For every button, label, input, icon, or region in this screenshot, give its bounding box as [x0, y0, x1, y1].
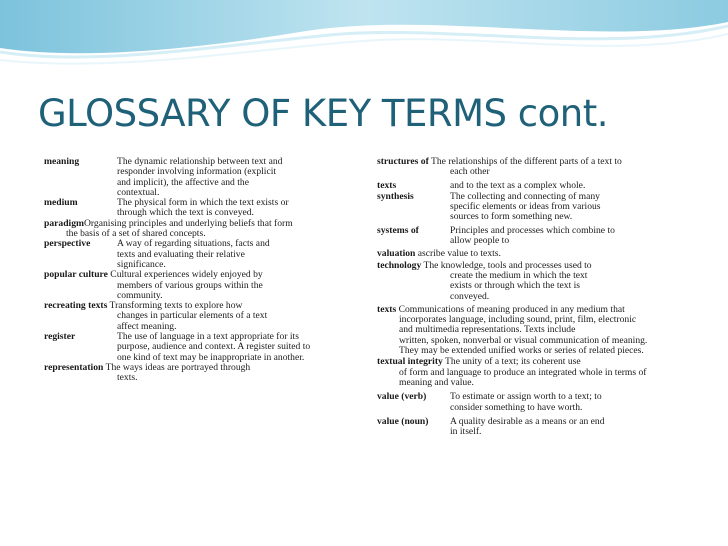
definition-line: They may be extended unified works or series of related pieces.	[399, 345, 644, 357]
definition-line: The relationships of the different parts of a text to	[431, 156, 622, 167]
definition-line: responder involving information (explicit	[117, 166, 277, 178]
definition-line: written, spoken, nonverbal or visual communication of meaning.	[399, 334, 648, 346]
glossary-term: recreating texts	[44, 300, 108, 312]
definition-line: conveyed.	[450, 290, 490, 302]
definition-line: community.	[117, 289, 163, 301]
definition-line: allow people to	[450, 235, 510, 247]
glossary-entry	[44, 198, 344, 219]
definition-line: incorporates language, including sound, print, film, electronic	[399, 314, 637, 326]
glossary-entry	[377, 392, 687, 413]
glossary-entry	[44, 157, 344, 198]
slide-title: GLOSSARY OF KEY TERMS cont.	[38, 92, 608, 135]
definition-line: ascribe value to texts.	[417, 248, 501, 260]
glossary-entry	[44, 363, 344, 384]
glossary-term: representation	[44, 361, 104, 373]
definition-line: create the medium in which the text	[450, 269, 588, 281]
definition-line: Organising principles and underlying beliefs that form	[83, 217, 293, 229]
glossary-entry	[44, 301, 344, 332]
glossary-term: popular culture	[44, 269, 108, 281]
definition-line: members of various groups within the	[117, 279, 263, 291]
definition-line: A way of regarding situations, facts and	[117, 238, 270, 250]
header-wave-decoration	[0, 0, 728, 90]
definition-line: of form and language to produce an integrated whole in terms of	[399, 366, 647, 378]
definition-line: The unity of a text; its coherent use	[445, 356, 581, 368]
glossary-entry	[377, 226, 687, 247]
definition-line: The use of language in a text appropriate for its	[117, 331, 299, 343]
glossary-term: perspective	[44, 238, 91, 250]
glossary-entry	[377, 417, 687, 438]
glossary-term: meaning	[44, 156, 80, 167]
glossary-term: texts	[377, 179, 397, 191]
glossary-entry	[44, 239, 344, 270]
definition-line: contextual.	[117, 186, 160, 198]
glossary-term: value (verb)	[377, 391, 427, 403]
glossary-term: value (noun)	[377, 415, 429, 427]
glossary-entry	[377, 305, 687, 356]
glossary-entry	[44, 332, 344, 363]
glossary-term: structures of	[377, 156, 429, 167]
definition-line: through which the text is conveyed.	[117, 207, 254, 219]
glossary-entry	[377, 181, 687, 191]
definition-line: one kind of text may be inappropriate in another.	[117, 351, 305, 363]
definition-line: The physical form in which the text exists or	[117, 197, 289, 209]
glossary-entry	[44, 270, 344, 301]
glossary-term: medium	[44, 197, 78, 209]
definition-line: Principles and processes which combine to	[450, 224, 615, 236]
glossary-left-column	[44, 157, 344, 384]
definition-line: Communications of meaning produced in any medium that	[398, 303, 625, 315]
definition-line: each other	[450, 166, 490, 178]
glossary-term: paradigm	[44, 217, 84, 229]
glossary-entry	[377, 249, 687, 259]
definition-line: and implicit), the affective and the	[117, 176, 249, 188]
glossary-term: register	[44, 331, 76, 343]
definition-line: texts and evaluating their relative	[117, 248, 245, 260]
glossary-entry	[377, 357, 687, 388]
definition-line: The collecting and connecting of many	[450, 190, 600, 202]
definition-line: significance.	[117, 258, 166, 270]
definition-line: A quality desirable as a means or an end	[450, 415, 605, 427]
glossary-entry	[377, 192, 687, 223]
definition-line: the basis of a set of shared concepts.	[66, 228, 206, 240]
definition-line: and to the text as a complex whole.	[450, 179, 586, 191]
definition-line: consider something to have worth.	[450, 401, 583, 413]
definition-line: The ways ideas are portrayed through	[105, 361, 251, 373]
definition-line: purpose, audience and context. A register suited to	[117, 341, 311, 353]
definition-line: To estimate or assign worth to a text; to	[450, 391, 602, 403]
definition-line: meaning and value.	[399, 376, 474, 388]
definition-line: The knowledge, tools and processes used to	[423, 259, 592, 271]
glossary-entry	[377, 261, 687, 302]
definition-line: The dynamic relationship between text and	[117, 156, 283, 167]
glossary-entry	[44, 219, 344, 240]
glossary-right-column	[377, 157, 687, 437]
glossary-term: textual integrity	[377, 356, 443, 368]
glossary-term: technology	[377, 259, 422, 271]
definition-line: affect meaning.	[117, 320, 177, 332]
definition-line: specific elements or ideas from various	[450, 201, 601, 213]
definition-line: changes in particular elements of a text	[117, 310, 268, 322]
definition-line: texts.	[117, 372, 138, 384]
glossary-term: texts	[377, 303, 397, 315]
definition-line: Transforming texts to explore how	[109, 300, 243, 312]
glossary-term: valuation	[377, 248, 416, 260]
definition-line: sources to form something new.	[450, 211, 573, 223]
glossary-entry	[377, 157, 687, 178]
definition-line: Cultural experiences widely enjoyed by	[110, 269, 263, 281]
definition-line: and multimedia representations. Texts include	[399, 324, 576, 336]
glossary-term: synthesis	[377, 190, 414, 202]
definition-line: in itself.	[450, 426, 482, 438]
definition-line: exists or through which the text is	[450, 280, 581, 292]
glossary-term: systems of	[377, 224, 419, 236]
